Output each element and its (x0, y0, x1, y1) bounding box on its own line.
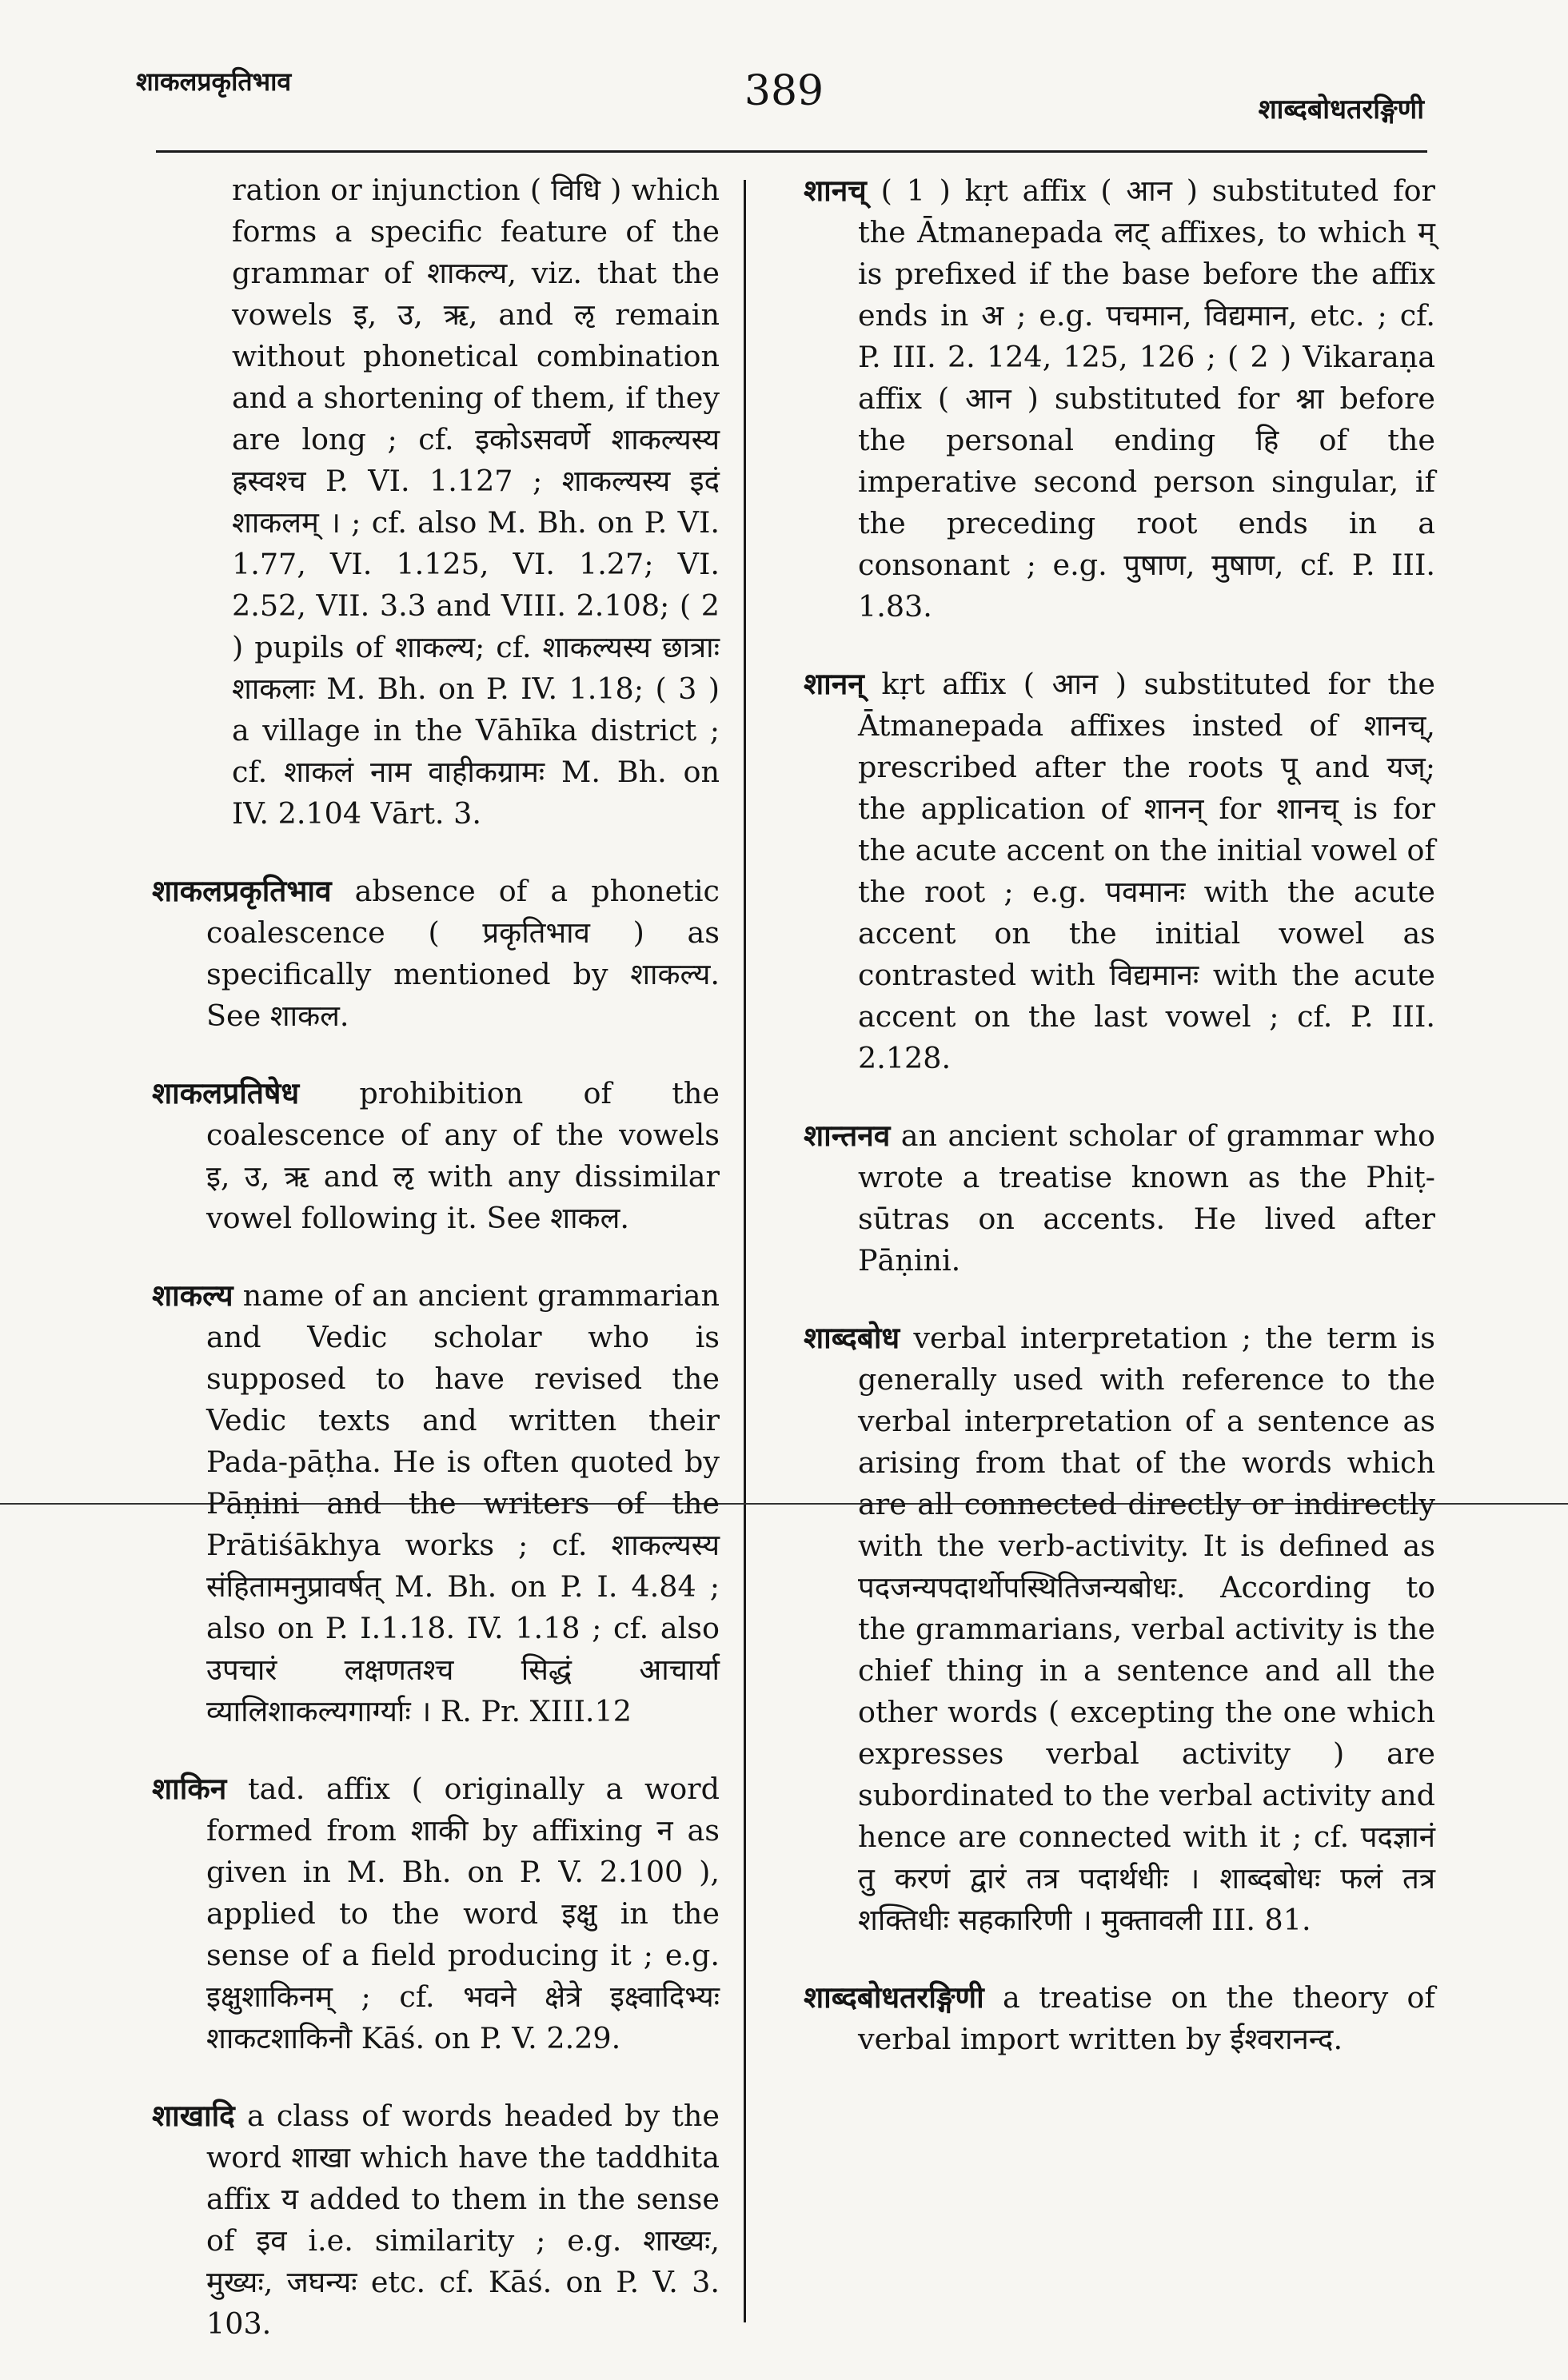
dictionary-entry (804, 663, 1435, 1079)
column-divider (744, 180, 746, 2322)
entry-headword: शाखादि (152, 2098, 235, 2133)
running-head-right: शाब्दबोधतरङ्गिणी (1258, 94, 1424, 126)
entry-text: prohibition of the coalescence of any of the vowels इ, उ, ऋ and ऌ with any dissimilar vowel following it. See शाकल. (206, 1076, 720, 1235)
entry-text: a class of words headed by the word शाखा which have the taddhita affix य added to them in the sense of इव i.e. similarity ; e.g. शाख्यः, मुख्यः, जघन्यः etc. cf. Kāś. on P. V. 3. 103. (206, 2099, 720, 2341)
entry-headword: शाकल्य (152, 1278, 233, 1313)
dictionary-entry (152, 1274, 720, 1732)
entry-headword: शाकलप्रकृतिभाव (152, 873, 332, 908)
entry-headword: शाब्दबोधतरङ्गिणी (804, 1979, 984, 2015)
dictionary-entry (152, 1072, 720, 1239)
entry-text: an ancient scholar of grammar who wrote a treatise known as the Phiṭ-sūtras on accents. He lived after Pāṇini. (858, 1118, 1435, 1278)
dictionary-entry (152, 870, 720, 1037)
dictionary-entry (152, 1768, 720, 2059)
dictionary-entry (804, 1317, 1435, 1941)
running-head-left: शाकलप्रकृतिभाव (136, 66, 292, 97)
entry-text: kṛt affix ( आन ) substituted for the Ātmanepada affixes insted of शानच्, prescribed after the roots पू and यज्; the application of शानन् for शानच् is for the acute accent on the initial vowel of the root ; e.g. पवमानः with the acute accent on the initial vowel as contrasted with विद्यमानः with the acute accent on the last vowel ; cf. P. III. 2.128. (858, 667, 1435, 1075)
entry-headword: शाकिन (152, 1771, 227, 1806)
entry-text: absence of a phonetic coalescence ( प्रकृतिभाव ) as specifically mentioned by शाकल्य. See शाकल. (206, 874, 720, 1033)
dictionary-entry (804, 1114, 1435, 1282)
entry-text: name of an ancient grammarian and Vedic scholar who is supposed to have revised the Vedic texts and written their Pada-pāṭha. He is often quoted by Pāṇini and the writers of the Prātiśākhya works ; cf. शाकल्यस्य संहितामनुप्रावर्षत् M. Bh. on P. I. 4.84 ; also on P. I.1.18. IV. 1.18 ; cf. also उपचारं लक्षणतश्च सिद्धं आचार्या व्यालिशाकल्यगार्ग्याः । R. Pr. XIII.12 (206, 1278, 720, 1728)
entry-text: ( 1 ) kṛt affix ( आन ) substituted for the Ātmanepada लट् affixes, to which म् is prefixed if the base before the affix ends in अ ; e.g. पचमान, विद्यमान, etc. ; cf. P. III. 2. 124, 125, 126 ; ( 2 ) Vikaraṇa affix ( आन ) substituted for श्ना before the personal ending हि of the imperative second person singular, if the preceding root ends in a consonant ; e.g. पुषाण, मुषाण, cf. P. III. 1.83. (858, 173, 1436, 624)
dictionary-entry (804, 169, 1435, 628)
entry-headword: शाकलप्रतिषेध (152, 1075, 300, 1110)
dictionary-entry (804, 1976, 1435, 2060)
entry-headword: शान्तनव (804, 1118, 891, 1153)
entry-text: a treatise on the theory of verbal import written by ईश्वरानन्द. (858, 1980, 1435, 2056)
entry-text: verbal interpretation ; the term is generally used with reference to the verbal interpretation of a sentence as arising from that of the words which are all connected directly or indirectly with the verb-activity. It is defined as पदजन्यपदार्थोपस्थितिजन्यबोधः. According to the grammarians, verbal activity is the chief thing in a sentence and all the other words ( excepting the one which expresses verbal activity ) are subordinated to the verbal activity and hence are connected with it ; cf. पदज्ञानं तु करणं द्वारं तत्र पदार्थधीः । शाब्दबोधः फलं तत्र शक्तिधीः सहकारिणी । मुक्तावली III. 81. (858, 1321, 1435, 1937)
entry-headword: शानन् (804, 666, 864, 701)
right-column (804, 169, 1435, 2095)
entry-text: ration or injunction ( विधि ) which forms a specific feature of the grammar of शाकल्य, viz. that the vowels इ, उ, ऋ, and ऌ remain without phonetical combination and a shortening of them, if they are long ; cf. इकोऽसवर्णे शाकल्यस्य ह्रस्वश्च P. VI. 1.127 ; शाकल्यस्य इदं शाकलम् । ; cf. also M. Bh. on P. VI. 1.77, VI. 1.125, VI. 1.27; VI. 2.52, VII. 3.3 and VIII. 2.108; ( 2 ) pupils of शाकल्य; cf. शाकल्यस्य छात्राः शाकलाः M. Bh. on P. IV. 1.18; ( 3 ) a village in the Vāhīka district ; cf. शाकलं नाम वाहीकग्रामः M. Bh. on IV. 2.104 Vārt. 3. (232, 173, 720, 831)
entry-text: tad. affix ( originally a word formed from शाकी by affixing न as given in M. Bh. on P. V. 2.100 ), applied to the word इक्षु in the sense of a field producing it ; e.g. इक्षुशाकिनम् ; cf. भवने क्षेत्रे इक्ष्वादिभ्यः शाकटशाकिनौ Kāś. on P. V. 2.29. (206, 1772, 720, 2055)
entry-headword: शाब्दबोध (804, 1320, 900, 1355)
entry-headword: शानच् (804, 173, 867, 208)
header-rule (156, 150, 1427, 153)
left-column (152, 169, 720, 2380)
page-number: 389 (744, 67, 824, 115)
dictionary-entry-continued (152, 169, 720, 835)
dictionary-entry (152, 2095, 720, 2345)
